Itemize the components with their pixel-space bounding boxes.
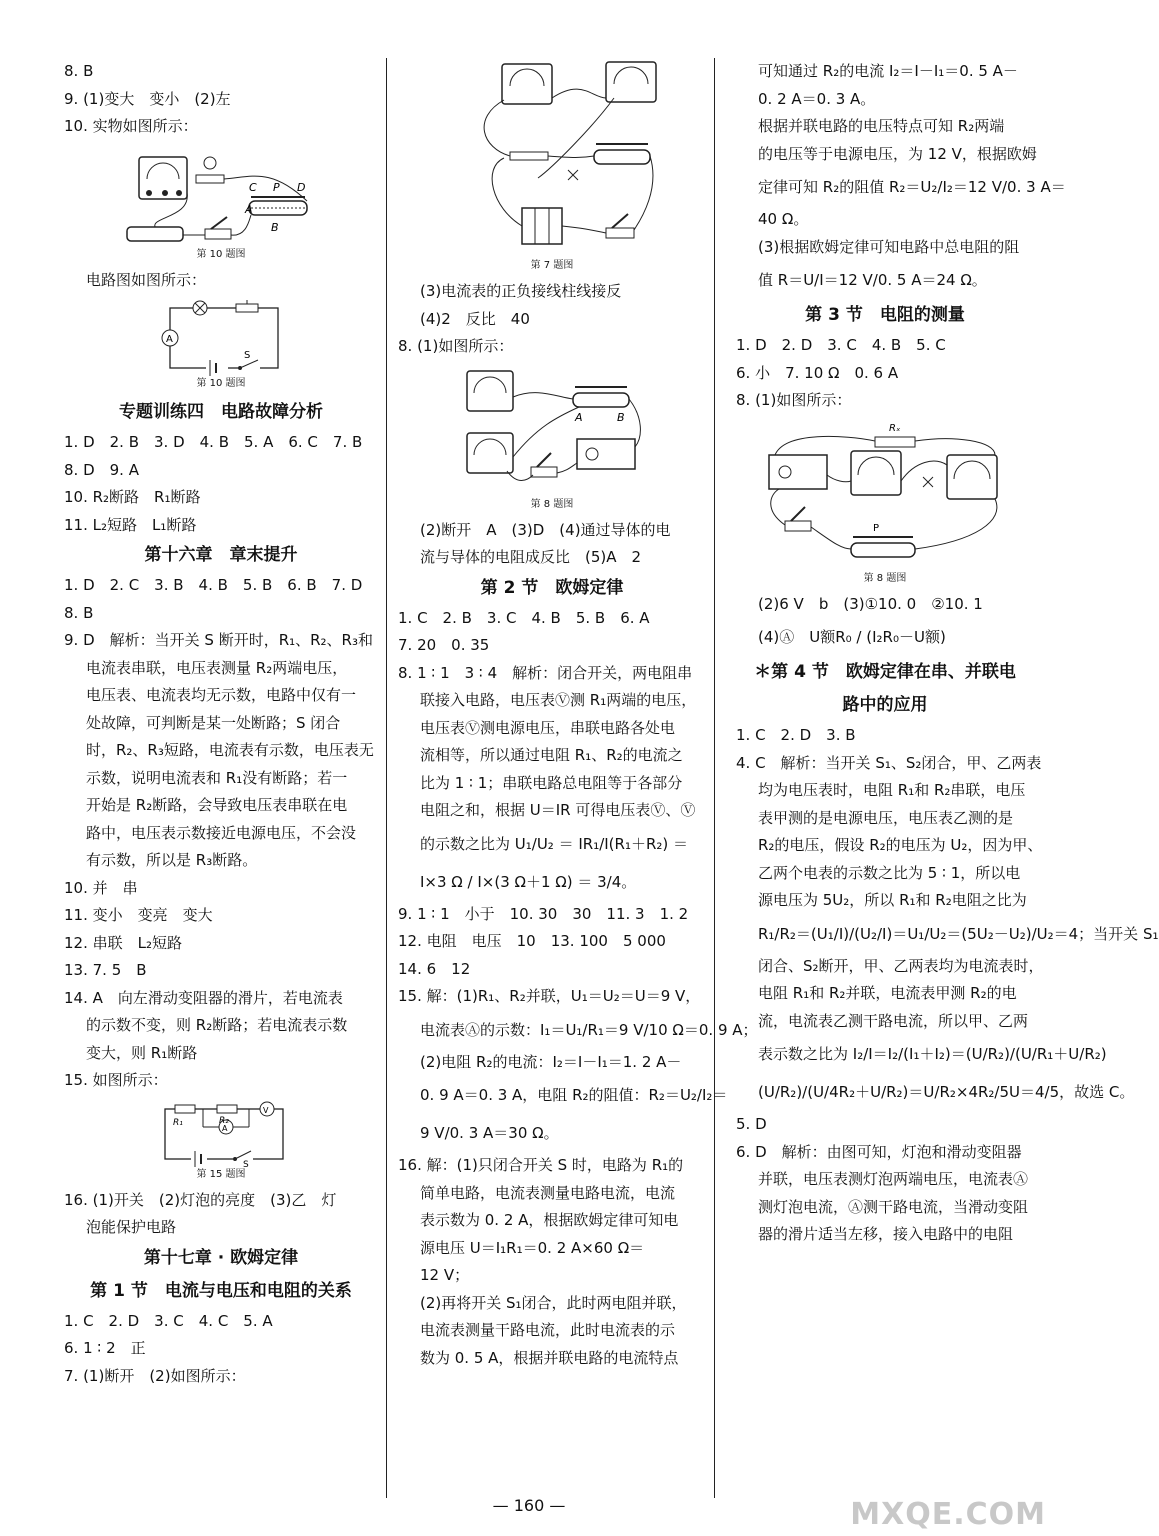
text-line: 路中，电压表示数接近电源电压，不会没	[86, 823, 357, 842]
text-line: 表甲测的是电源电压，电压表乙测的是	[758, 808, 1014, 827]
figure-8-measurement-circuit	[755, 421, 1015, 571]
text-line: 8. B	[64, 62, 94, 80]
text-line: (2)电阻 R₂的电流：I₂＝I－I₁＝1. 2 A－	[420, 1052, 682, 1071]
formula-line: 9 V/0. 3 A＝30 Ω。	[420, 1124, 559, 1142]
figure-10-circuit-diagram	[156, 300, 286, 376]
text-line: 器的滑片适当左移，接入电路中的电阻	[758, 1225, 1014, 1243]
text-line: 40 Ω。	[758, 210, 809, 228]
figure-caption: 第 10 题图	[196, 378, 246, 389]
text-line: (4)2 反比 40	[420, 309, 530, 328]
figure-10-physical-circuit	[121, 147, 321, 247]
figure-15-circuit-diagram	[151, 1101, 291, 1170]
text-line: 时，R₂、R₃短路，电流表有示数，电压表无	[86, 741, 374, 759]
text-line: (3)根据欧姆定律可知电路中总电阻的阻	[758, 237, 1020, 256]
text-line: 1. C 2. D 3. C 4. C 5. A	[64, 1311, 273, 1330]
label-a: A	[245, 202, 253, 216]
text-line: 8. D 9. A	[64, 460, 139, 479]
figure-7-physical-circuit	[442, 58, 662, 258]
text-line: 并联，电压表测灯泡两端电压，电流表Ⓐ	[758, 1170, 1029, 1188]
column-left	[64, 58, 378, 1390]
text-line: 的示数不变，则 R₂断路；若电流表示数	[86, 1016, 348, 1034]
formula-line: I×3 Ω / I×(3 Ω＋1 Ω) ＝ 3/4。	[420, 872, 637, 891]
switch-label: S	[243, 1159, 249, 1170]
text-line: 15. 如图所示：	[64, 1071, 168, 1089]
text-line: 8. (1)如图所示：	[736, 391, 852, 409]
text-line: 12. 电阻 电压 10 13. 100 5 000	[398, 932, 666, 950]
text-line: 7. 20 0. 35	[398, 636, 490, 654]
text-line: 1. D 2. D 3. C 4. B 5. C	[736, 336, 946, 354]
text-line: 9. D 解析：当开关 S 断开时，R₁、R₂、R₃和	[64, 631, 373, 649]
text-line: 比为 1 ∶ 1；串联电路总电阻等于各部分	[420, 773, 683, 792]
text-line: 11. L₂短路 L₁断路	[64, 515, 197, 534]
text-line: (2)断开 A (3)D (4)通过导体的电	[420, 520, 671, 539]
text-line: 源电压 U＝I₁R₁＝0. 2 A×60 Ω＝	[420, 1238, 645, 1257]
text-line: 电路图如图所示：	[86, 270, 207, 289]
switch-label: S	[244, 350, 251, 361]
text-line: 闭合、S₂断开，甲、乙两表均为电流表时，	[758, 956, 1044, 975]
chapter-heading: 第十七章 · 欧姆定律	[143, 1247, 299, 1268]
text-line: 15. 解：(1)R₁、R₂并联，U₁＝U₂＝U＝9 V，	[398, 987, 701, 1005]
ammeter-label: A	[166, 334, 173, 345]
text-line: 0. 2 A＝0. 3 A。	[758, 89, 876, 108]
formula-line: 电流表Ⓐ的示数：I₁＝U₁/R₁＝9 V/10 Ω＝0. 9 A；	[420, 1020, 758, 1039]
section-heading: ＊第 4 节 欧姆定律在串、并联电	[754, 662, 1016, 682]
figure-caption: 第 15 题图	[196, 1168, 246, 1180]
text-line: 12 V；	[420, 1266, 470, 1284]
text-line: 10. 实物如图所示：	[64, 117, 198, 135]
text-line: 6. 小 7. 10 Ω 0. 6 A	[736, 363, 899, 382]
column-divider-right	[714, 58, 715, 1498]
text-line: 13. 7. 5 B	[64, 961, 147, 979]
text-line: 8. 1 ∶ 1 3 ∶ 4 解析：闭合开关，两电阻串	[398, 663, 693, 682]
section-heading: 第 2 节 欧姆定律	[480, 577, 624, 598]
text-line: 8. B	[64, 603, 94, 622]
text-line: 16. 解：(1)只闭合开关 S 时，电路为 R₁的	[398, 1156, 684, 1174]
label-rx: Rₓ	[889, 422, 901, 434]
text-line: 简单电路，电流表测量电路电流，电流	[420, 1183, 676, 1202]
text-line: 电压表Ⓥ测电源电压，串联电路各处电	[420, 718, 676, 737]
section-heading-continued: 路中的应用	[842, 695, 928, 715]
text-line: 1. D 2. C 3. B 4. B 5. B 6. B 7. D	[64, 576, 363, 594]
text-line: 表示数为 0. 2 A，根据欧姆定律可知电	[420, 1211, 679, 1229]
text-line: 16. (1)开关 (2)灯泡的亮度 (3)乙 灯	[64, 1190, 337, 1209]
text-line: 处故障，可判断是某一处断路；S 闭合	[86, 713, 341, 732]
column-right	[736, 58, 1159, 1249]
text-line: 可知通过 R₂的电流 I₂＝I－I₁＝0. 5 A－	[758, 62, 1018, 80]
formula-line: 值 R＝U/I＝12 V/0. 5 A＝24 Ω。	[758, 271, 987, 289]
section-heading: 第 3 节 电阻的测量	[805, 305, 965, 325]
figure-caption: 第 8 题图	[530, 498, 574, 510]
label-r2: R₂	[219, 1115, 229, 1126]
page-number: — 160 —	[492, 1496, 566, 1515]
text-line: 12. 串联 L₂短路	[64, 933, 182, 952]
label-b: B	[617, 410, 625, 424]
text-line: 流，电流表乙测干路电流，所以甲、乙两	[758, 1011, 1029, 1030]
text-line: (2)6 V b (3)①10. 0 ②10. 1	[758, 594, 983, 613]
text-line: 9. 1 ∶ 1 小于 10. 30 30 11. 3 1. 2	[398, 904, 689, 923]
text-line: 均为电压表时，电阻 R₁和 R₂串联，电压	[758, 781, 1026, 799]
text-line: 9. (1)变大 变小 (2)左	[64, 89, 231, 108]
text-line: 泡能保护电路	[86, 1218, 177, 1236]
text-line: 11. 变小 变亮 变大	[64, 906, 213, 924]
text-line: 电流表串联，电压表测量 R₂两端电压，	[86, 658, 348, 677]
formula-line: 0. 9 A＝0. 3 A，电阻 R₂的阻值：R₂＝U₂/I₂＝	[420, 1086, 728, 1104]
text-line: 10. R₂断路 R₁断路	[64, 488, 201, 506]
text-line: 流与导体的电阻成反比 (5)A 2	[420, 548, 642, 566]
text-line: R₂的电压，假设 R₂的电压为 U₂，因为甲、	[758, 836, 1043, 854]
formula-line: R₁/R₂＝(U₁/I)/(U₂/I)＝U₁/U₂＝(5U₂－U₂)/U₂＝4；当开关 S₁	[758, 924, 1159, 943]
text-line: 乙两个电表的示数之比为 5 ∶ 1，所以电	[758, 863, 1021, 882]
text-line: 的电压等于电源电压，为 12 V，根据欧姆	[758, 144, 1037, 163]
text-line: (2)再将开关 S₁闭合，此时两电阻并联，	[420, 1293, 687, 1312]
text-line: 4. C 解析：当开关 S₁、S₂闭合，甲、乙两表	[736, 753, 1042, 772]
section-heading: 专题训练四 电路故障分析	[119, 402, 323, 422]
formula-line: 表示数之比为 I₂/I＝I₂/(I₁＋I₂)＝(U/R₂)/(U/R₁＋U/R₂)	[758, 1045, 1107, 1063]
text-line: 电阻 R₁和 R₂并联，电流表甲测 R₂的电	[758, 984, 1017, 1002]
text-line: 有示数，所以是 R₃断路。	[86, 851, 258, 869]
figure-caption: 第 10 题图	[196, 248, 246, 260]
label-c: C	[249, 180, 257, 194]
text-line: 流相等，所以通过电阻 R₁、R₂的电流之	[420, 746, 683, 764]
text-line: 电流表测量干路电流，此时电流表的示	[420, 1321, 676, 1339]
text-line: 测灯泡电流，Ⓐ测干路电流，当滑动变阻	[758, 1197, 1029, 1216]
figure-caption: 第 7 题图	[530, 260, 574, 271]
formula-line: 的示数之比为 U₁/U₂ ＝ IR₁/I(R₁＋R₂) ＝	[420, 834, 689, 853]
text-line: 变大，则 R₁断路	[86, 1043, 198, 1062]
label-p: P	[273, 180, 280, 194]
formula-line: 定律可知 R₂的阻值 R₂＝U₂/I₂＝12 V/0. 3 A＝	[758, 178, 1066, 196]
text-line: 5. D	[736, 1115, 767, 1133]
label-d: D	[297, 180, 306, 194]
formula-line: (U/R₂)/(U/4R₂＋U/R₂)＝U/R₂×4R₂/5U＝4/5，故选 C。	[758, 1083, 1135, 1101]
text-line: 6. D 解析：由图可知，灯泡和滑动变阻器	[736, 1142, 1022, 1161]
formula-line: (4)Ⓐ U额R₀ / (I₂R₀－U额)	[758, 628, 946, 646]
section-heading: 第 1 节 电流与电压和电阻的关系	[90, 1280, 352, 1301]
text-line: 1. C 2. D 3. B	[736, 726, 856, 744]
text-line: 源电压为 5U₂，所以 R₁和 R₂电阻之比为	[758, 891, 1027, 909]
text-line: 7. (1)断开 (2)如图所示：	[64, 1366, 246, 1385]
label-a: A	[575, 410, 583, 424]
text-line: 6. 1 ∶ 2 正	[64, 1339, 146, 1357]
text-line: 14. 6 12	[398, 959, 471, 978]
text-line: 示数，说明电流表和 R₁没有断路；若一	[86, 768, 348, 787]
text-line: 数为 0. 5 A，根据并联电路的电流特点	[420, 1348, 679, 1367]
text-line: 根据并联电路的电压特点可知 R₂两端	[758, 117, 1005, 135]
watermark: MXQE.COM	[850, 1497, 1046, 1532]
figure-caption: 第 8 题图	[863, 572, 907, 584]
voltmeter-label: V	[263, 1105, 269, 1115]
label-r1: R₁	[173, 1117, 183, 1128]
column-divider-left	[386, 58, 387, 1498]
ammeter-label: A	[222, 1123, 228, 1133]
figure-8-physical-circuit	[457, 367, 647, 497]
label-b: B	[271, 220, 279, 234]
text-line: 10. 并 串	[64, 878, 138, 897]
text-line: 电压表、电流表均无示数，电路中仅有一	[86, 686, 357, 704]
text-line: 1. C 2. B 3. C 4. B 5. B 6. A	[398, 608, 650, 627]
label-p: P	[873, 522, 880, 534]
text-line: 开始是 R₂断路，会导致电压表串联在电	[86, 796, 348, 814]
text-line: 14. A 向左滑动变阻器的滑片，若电流表	[64, 988, 343, 1007]
section-heading: 第十六章 章末提升	[144, 545, 298, 565]
text-line: 电阻之和，根据 U＝IR 可得电压表Ⓥ、Ⓥ	[420, 801, 696, 819]
text-line: (3)电流表的正负接线柱线接反	[420, 282, 622, 300]
text-line: 联接入电路，电压表Ⓥ测 R₁两端的电压，	[420, 691, 697, 709]
text-line: 8. (1)如图所示：	[398, 337, 514, 355]
text-line: 1. D 2. B 3. D 4. B 5. A 6. C 7. B	[64, 433, 363, 451]
